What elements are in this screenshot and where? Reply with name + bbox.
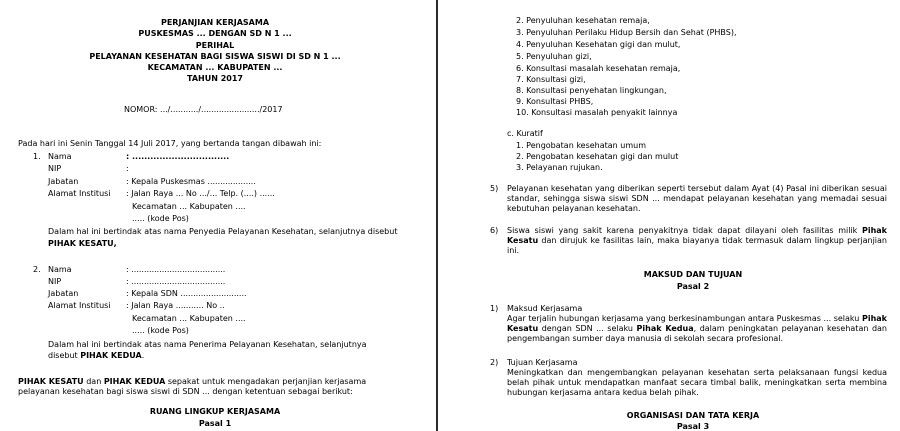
party-label: PIHAK KESATU, (48, 239, 117, 248)
party-description-2: disebut PIHAK KEDUA. (48, 351, 145, 360)
section-pasal: Pasal 2 (676, 282, 710, 291)
doc-number: NOMOR: .../.........../......................./2017 (124, 105, 283, 114)
subheading: Maksud Kerjasama (507, 304, 583, 313)
kuratif-heading: c. Kuratif (507, 129, 543, 138)
list-item: 5. Penyuluhan gizi, (516, 52, 592, 61)
document-page-right (446, 0, 900, 431)
document-page-left (0, 0, 430, 431)
doc-subtitle: PUSKESMAS ... DENGAN SD N 1 ... (138, 29, 292, 38)
intro-text: Pada hari ini Senin Tanggal 14 Juli 2017, yang bertanda tangan dibawah ini: (18, 139, 322, 148)
list-item: 2. Pengobatan kesehatan gigi dan mulut (516, 152, 679, 161)
field-value: : Kepala Puskesmas ................... (126, 177, 256, 186)
agreement-statement-2: pelayanan kesehatan bagi siswa siswi di SDN ... dengan ketentuan sebagai berikut: (18, 387, 353, 396)
doc-perihal: PERIHAL (195, 41, 235, 50)
item-number: 2) (490, 358, 499, 367)
tujuan-text: Meningkatkan dan mengembangkan pelayanan kesehatan serta pelaksanaan fungsi kedua belah pihak untuk mendapatkan manfaat secara timbal balik, meningkatkan serta membina hubungan kerjasama antara kedua belah pihak. (507, 368, 887, 397)
field-label: NIP (48, 164, 62, 173)
party-description: Dalam hal ini bertindak atas nama Penerima Pelayanan Kesehatan, selanjutnya (48, 340, 367, 349)
list-item: 10. Konsultasi masalah penyakit lainnya (516, 108, 678, 117)
field-label: Jabatan (48, 177, 79, 186)
list-item: 2. Penyuluhan kesehatan remaja, (516, 16, 650, 25)
address-line: Kecamatan ... Kabupaten .... (132, 314, 246, 323)
field-label: NIP (48, 277, 62, 286)
section-title: ORGANISASI DAN TATA KERJA (626, 411, 760, 420)
list-item: 9. Konsultasi PHBS, (516, 97, 594, 106)
party-number: 2. (33, 265, 41, 274)
item-number: 1) (490, 304, 499, 313)
field-value: : Jalan Raya ... No .../... Telp. (....) ...... (126, 189, 275, 198)
party-description: Dalam hal ini bertindak atas nama Penyedia Pelayanan Kesehatan, selanjutnya disebut (48, 227, 398, 236)
field-label: Alamat Institusi (48, 301, 111, 310)
maksud-text: Agar terjalin hubungan kerjasama yang berkesinambungan antara Puskesmas ... selaku Pihak Kesatu dengan SDN ... selaku Pihak Kedua, dalam peningkatan pelayanan kesehatan dan pengembangan sumber daya manusia di sekolah secara profesional. (507, 314, 888, 343)
field-value: : Jalan Raya ........... No .. (126, 301, 225, 310)
address-line: ..... (kode Pos) (132, 214, 189, 223)
section-title: RUANG LINGKUP KERJASAMA (149, 407, 281, 416)
list-item: 3. Penyuluhan Perilaku Hidup Bersih dan Sehat (PHBS), (516, 28, 737, 37)
address-line: Kecamatan ... Kabupaten .... (132, 202, 246, 211)
list-item: 8. Konsultasi penyehatan lingkungan, (516, 86, 667, 95)
field-label: Jabatan (48, 289, 79, 298)
doc-title: PERJANJIAN KERJASAMA (160, 18, 270, 27)
field-label: Alamat Institusi (48, 189, 111, 198)
party-number: 1. (33, 152, 41, 161)
list-item: 3. Pelayanan rujukan. (516, 163, 603, 172)
field-label: Nama (48, 265, 72, 274)
list-item: 7. Konsultasi gizi, (516, 75, 586, 84)
field-value: : (126, 164, 129, 173)
subheading: Tujuan Kerjasama (507, 358, 578, 367)
item-5-text: Pelayanan kesehatan yang diberikan seperti tersebut dalam Ayat (4) Pasal ini diberikan sesuai standar, sehingga siswa siswi SDN ... mendapat pelayanan kesehatan yang memadai sesuai kebutuhan pelayanan kesehatan. (507, 184, 887, 213)
field-value: : ..................................... (126, 277, 226, 286)
section-title: MAKSUD DAN TUJUAN (643, 270, 743, 279)
item-6-text: Siswa siswi yang sakit karena penyakitnya tidak dapat dilayani oleh fasilitas milik Pihak Kesatu dan dirujuk ke fasilitas lain, maka biayanya tidak termasuk dalam lingkup perjanjian ini. (507, 226, 887, 255)
agreement-statement: PIHAK KESATU dan PIHAK KEDUA sepakat untuk mengadakan perjanjian kerjasama (18, 377, 367, 386)
field-value: : ................................ (126, 152, 230, 161)
list-item: 6. Konsultasi masalah kesehatan remaja, (516, 64, 681, 73)
doc-perihal-text: PELAYANAN KESEHATAN BAGI SISWA SISWI DI SD N 1 ... (89, 52, 341, 61)
section-pasal: Pasal 1 (198, 419, 232, 428)
address-line: ..... (kode Pos) (132, 326, 189, 335)
page-separator (430, 0, 446, 431)
doc-year: TAHUN 2017 (187, 74, 243, 83)
item-number: 5) (490, 184, 499, 193)
list-item: 1. Pengobatan kesehatan umum (516, 141, 647, 150)
field-label: Nama (48, 152, 72, 161)
field-value: : ..................................... (126, 265, 226, 274)
item-number: 6) (490, 226, 499, 235)
doc-location: KECAMATAN ... KABUPATEN ... (147, 63, 283, 72)
list-item: 4. Penyuluhan Kesehatan gigi dan mulut, (516, 40, 681, 49)
field-value: : Kepala SDN .......................... (126, 289, 247, 298)
section-pasal: Pasal 3 (676, 422, 710, 431)
